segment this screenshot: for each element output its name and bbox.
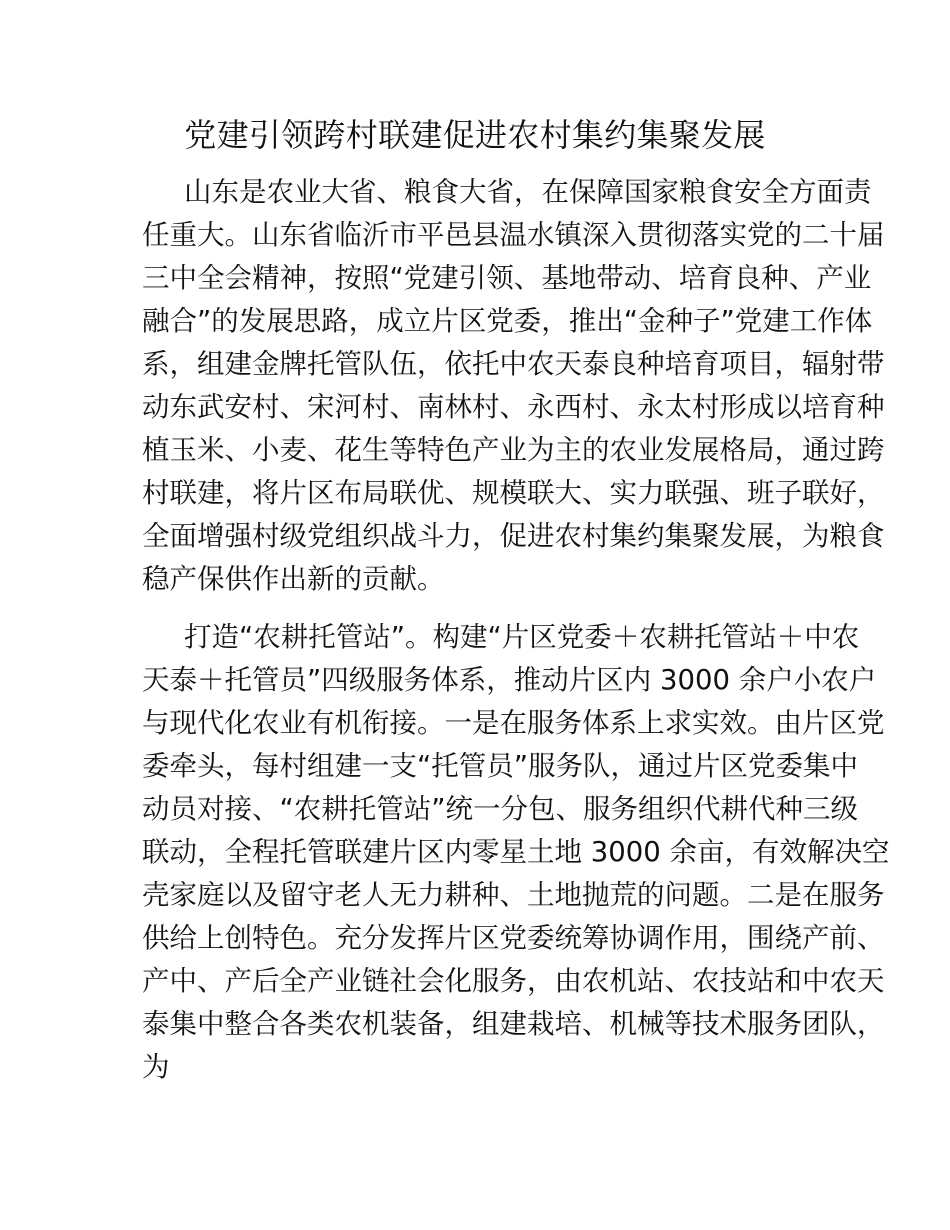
text-line: 动员对接、“农耕托管站”统一分包、服务组织代耕代种三级 [142,793,858,825]
text-line: 产中、产后全产业链社会化服务，由农机站、农技站和中农天 [142,965,885,997]
text-line: 泰集中整合各类农机装备，组建栽培、机械等技术服务团队， [142,1008,885,1040]
paragraph-service-station [142,616,890,1089]
document-title: 党建引领跨村联建促进农村集约集聚发展 [184,116,766,154]
text-line: 与现代化农业有机衔接。一是在服务体系上求实效。由片区党 [142,707,885,739]
text-line: 融合”的发展思路，成立片区党委，推出“金种子”党建工作体 [142,305,873,337]
text-line: 动东武安村、宋河村、南林村、永西村、永太村形成以培育种 [142,391,885,423]
text-line: 壳家庭以及留守老人无力耕种、土地抛荒的问题。二是在服务 [142,879,885,911]
text-line: 三中全会精神，按照“党建引领、基地带动、培育良种、产业 [142,262,872,294]
text-line: 打造“农耕托管站”。构建“片区党委＋农耕托管站＋中农 [184,621,860,653]
text-line: 系，组建金牌托管队伍，依托中农天泰良种培育项目，辐射带 [142,348,885,380]
text-line: 供给上创特色。充分发挥片区党委统筹协调作用，围绕产前、 [142,922,885,954]
text-line: 山东是农业大省、粮食大省，在保障国家粮食安全方面责 [184,176,872,208]
text-line: 任重大。山东省临沂市平邑县温水镇深入贯彻落实党的二十届 [142,219,885,251]
text-line: 全面增强村级党组织战斗力，促进农村集约集聚发展，为粮食 [142,520,885,552]
text-line: 植玉米、小麦、花生等特色产业为主的农业发展格局，通过跨 [142,434,885,466]
text-line: 天泰＋托管员”四级服务体系，推动片区内 3000 余户小农户 [142,664,877,696]
text-line: 为 [142,1051,170,1083]
text-line: 委牵头，每村组建一支“托管员”服务队，通过片区党委集中 [142,750,858,782]
text-line: 联动，全程托管联建片区内零星土地 3000 余亩，有效解决空 [142,836,890,868]
text-line: 村联建，将片区布局联优、规模联大、实力联强、班子联好， [142,477,885,509]
text-line: 稳产保供作出新的贡献。 [142,563,445,595]
paragraph-intro [142,171,885,601]
